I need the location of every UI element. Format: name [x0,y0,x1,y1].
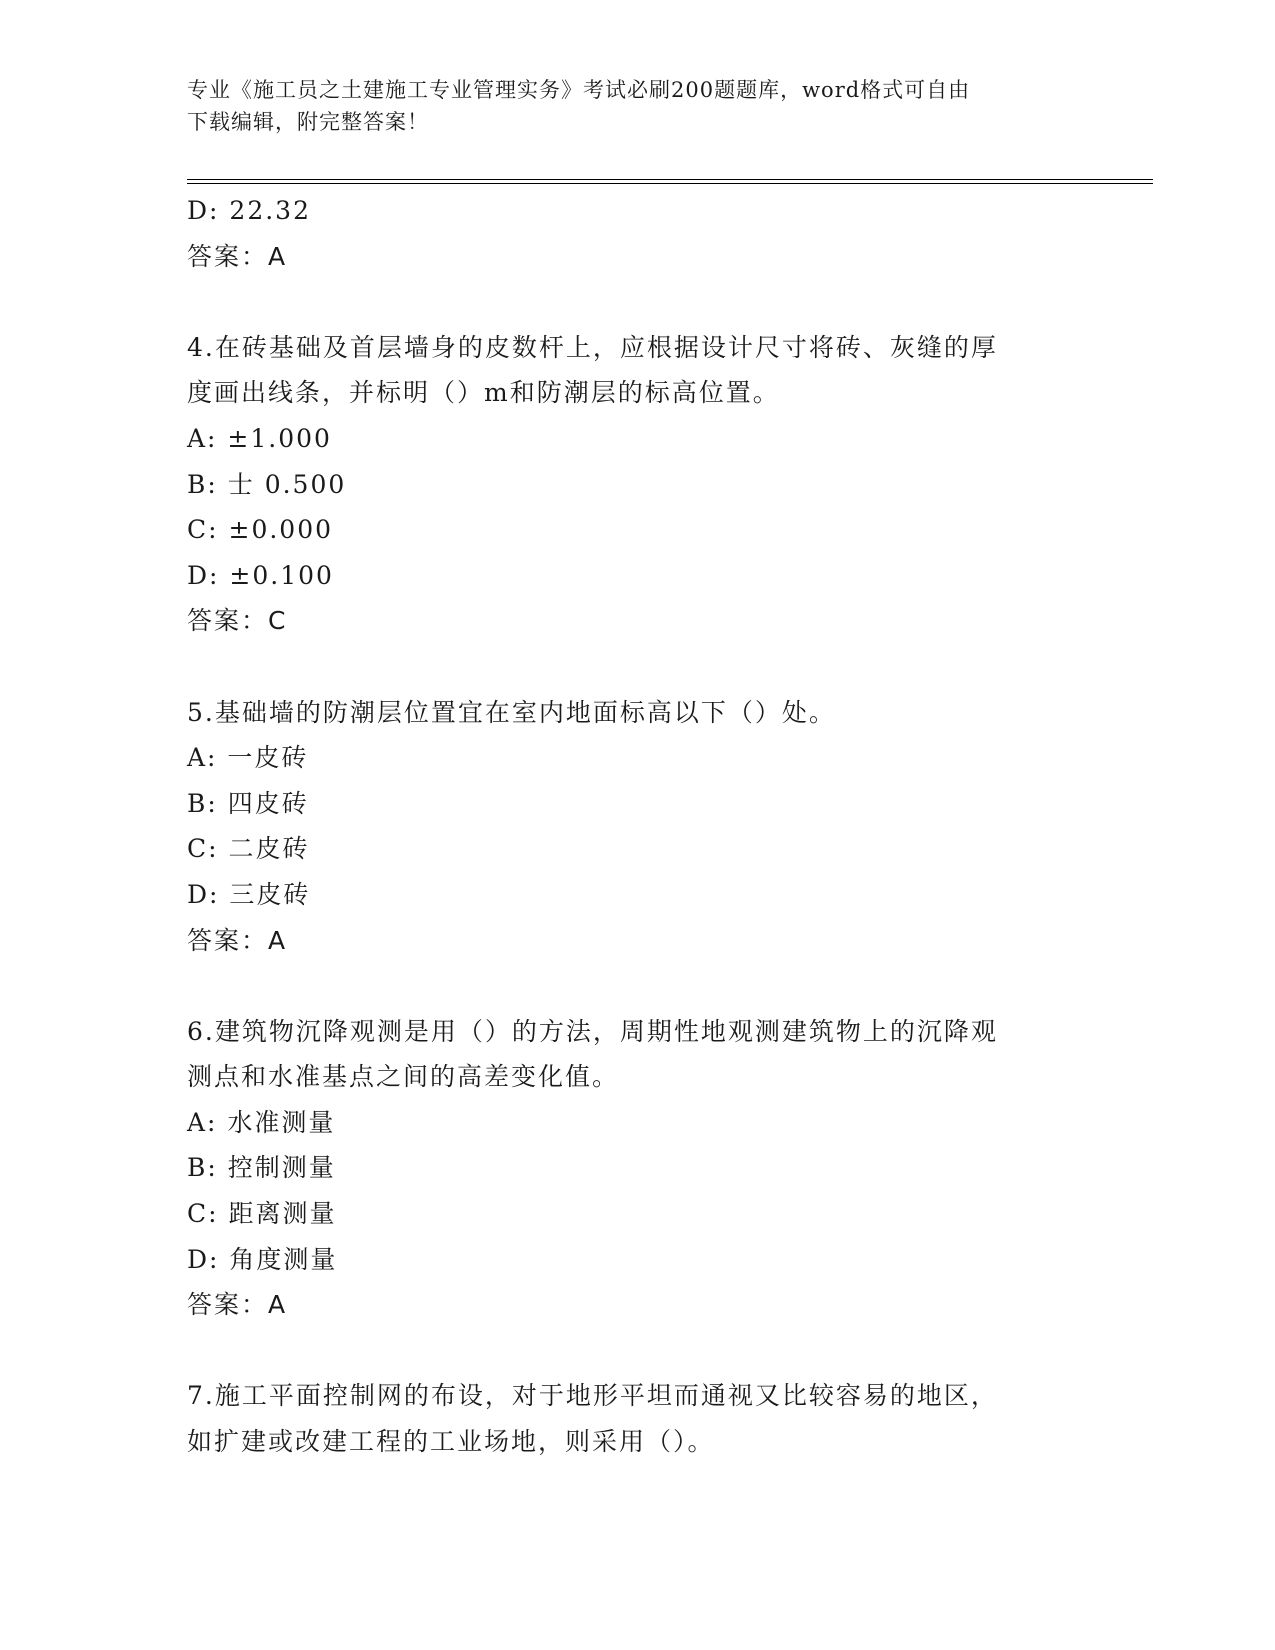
header-line-2: 下载编辑，附完整答案！ [187,110,429,134]
spacer [187,1328,1087,1374]
question-text: 4.在砖基础及首层墙身的皮数杆上，应根据设计尺寸将砖、灰缝的厚 [187,332,998,362]
page-header [187,74,1087,138]
answer-line: 答案：A [187,241,288,271]
answer-line: 答案：A [187,925,288,955]
question-text: 7.施工平面控制网的布设，对于地形平坦而通视又比较容易的地区， [187,1381,998,1411]
option-line: C: 二皮砖 [187,834,310,864]
question-text: 5.基础墙的防潮层位置宜在室内地面标高以下（）处。 [187,697,836,727]
question-text: 度画出线条，并标明（）m和防潮层的标高位置。 [187,378,780,408]
option-line: B: 四皮砖 [187,788,309,818]
header-rule-bottom [187,183,1153,184]
spacer [187,279,1087,325]
answer-line: 答案：C [187,606,288,636]
option-line: A: 一皮砖 [187,743,309,773]
option-line: D: ±0.100 [187,560,334,590]
option-line: C: 距离测量 [187,1199,337,1229]
option-line: D: 角度测量 [187,1244,338,1274]
option-line: A: ±1.000 [187,423,332,453]
answer-line: 答案：A [187,1290,288,1320]
option-line: B: 控制测量 [187,1153,336,1183]
option-line: A: 水准测量 [187,1107,336,1137]
spacer [187,644,1087,690]
option-line: D: 三皮砖 [187,879,311,909]
document-body [187,188,1087,1465]
option-line: B: 士 0.500 [187,469,347,499]
header-rule-top [187,179,1153,180]
question-text: 如扩建或改建工程的工业场地，则采用（）。 [187,1427,715,1457]
option-line: C: ±0.000 [187,515,334,545]
header-line-1: 专业《施工员之土建施工专业管理实务》考试必刷200题题库，word格式可自由 [187,78,971,102]
question-text: 测点和水准基点之间的高差变化值。 [187,1062,620,1092]
spacer [187,963,1087,1009]
question-text: 6.建筑物沉降观测是用（）的方法，周期性地观测建筑物上的沉降观 [187,1016,998,1046]
option-line: D: 22.32 [187,196,311,225]
